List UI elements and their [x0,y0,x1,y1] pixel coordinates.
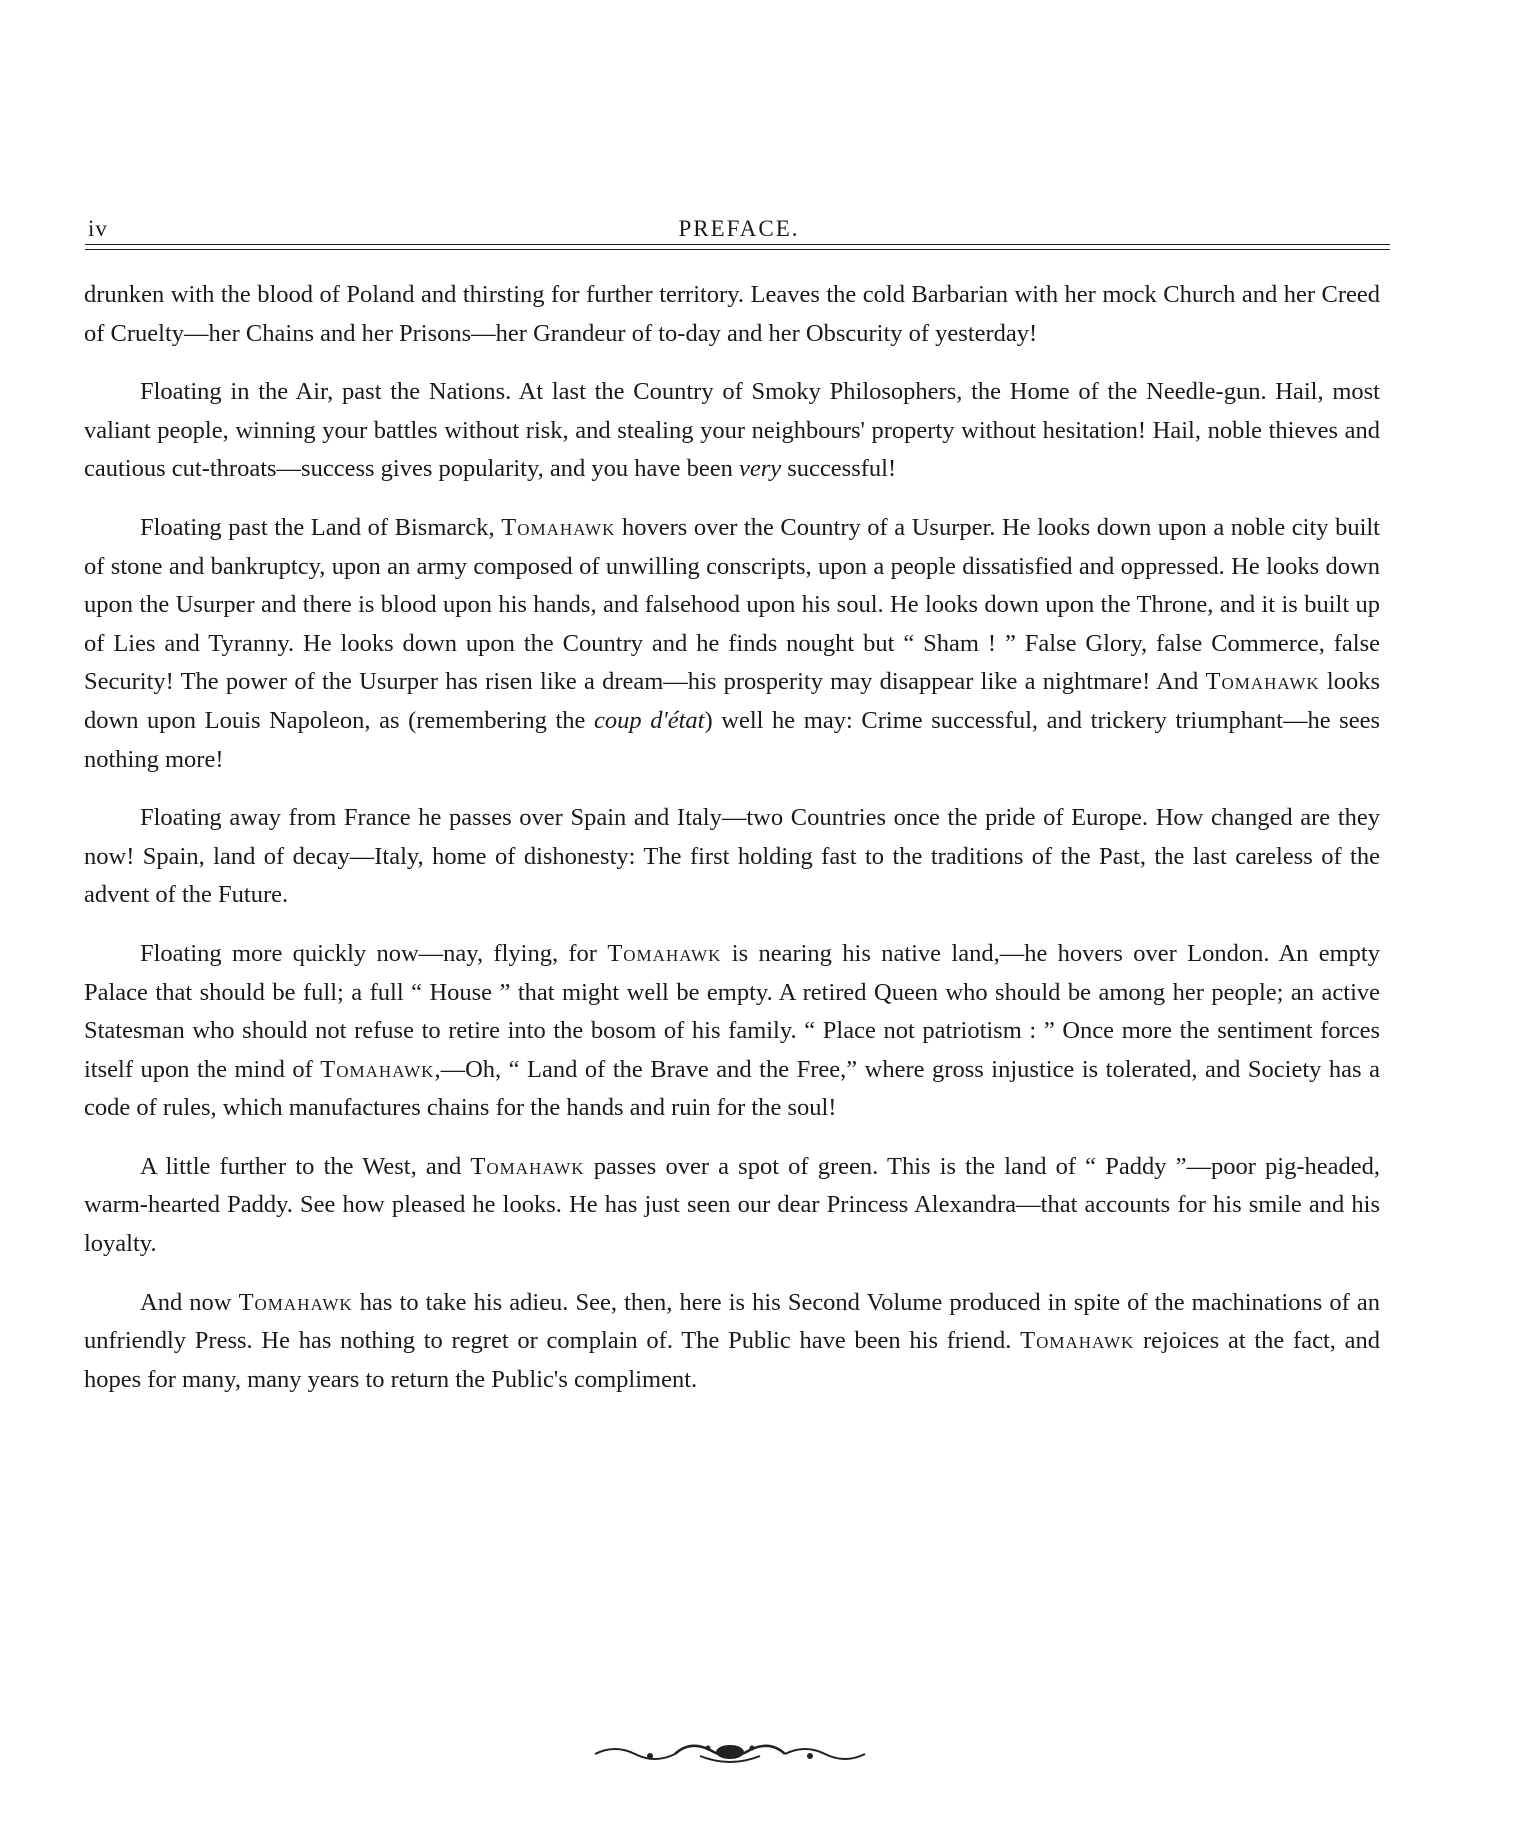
paragraph-7 [84,1284,1380,1400]
paragraph-3 [84,509,1380,779]
running-title: PREFACE. [678,216,800,241]
paragraph-5-text-2: is nearing his native land,—he hovers over London. An empty Palace that should be full; a full “ House ” that might well be empty. A retired Queen who should be among her people; an active Statesman who should not refuse to retire into the bosom of his family. “ Place not patriotism : ” Once more the sentiment forces itself upon the mind of [84,939,1380,1083]
paragraph-3-text: Floating past the Land of Bismarck, [140,513,502,541]
paragraph-6-text: A little further to the West, and [140,1152,471,1180]
page-number: iv [88,216,108,241]
preface-body [84,276,1380,1419]
header-rule-bottom [85,249,1390,250]
tomahawk-name: Tomahawk [1020,1327,1135,1355]
tomahawk-name: Tomahawk [238,1288,353,1316]
paragraph-6 [84,1148,1380,1264]
tomahawk-name: Tomahawk [320,1055,435,1083]
tomahawk-name: Tomahawk [1205,668,1320,696]
paragraph-5-text-end: ,—Oh, “ Land of the Brave and the Free,” where gross injustice is tolerated, and Society has a code of rules, which manufactures chains for the hands and ruin for the soul! [84,1055,1380,1122]
paragraph-3-text-2: hovers over the Country of a Usurper. He looks down upon a noble city built of stone and bankruptcy, upon an army composed of unwilling conscripts, upon a people dissatisfied and oppressed. He looks down upon the Usurper and there is blood upon his hands, and falsehood upon his soul. He looks down upon the Throne, and it is built up of Lies and Tyranny. He looks down upon the Country and he finds nought but “ Sham ! ” False Glory, false Commerce, false Security! The power of the Usurper has risen like a dream—his prosperity may disappear like a nightmare! And [84,513,1380,696]
paragraph-2 [84,373,1380,489]
tomahawk-name: Tomahawk [470,1152,585,1180]
paragraph-7-text-end: rejoices at the fact, and hopes for many, many years to return the Public's compliment. [84,1327,1380,1393]
emphasis-coup-detat: coup d'état [594,706,705,734]
paragraph-1 [84,276,1380,353]
paragraph-5-text: Floating more quickly now—nay, flying, for [140,939,608,967]
paragraph-4-text: Floating away from France he passes over Spain and Italy—two Countries once the pride of Europe. How changed are they now! Spain, land of decay—Italy, home of dishonesty: The first holding fast to the traditions of the Past, the last careless of the advent of the Future. [84,804,1380,909]
paragraph-2-text: Floating in the Air, past the Nations. At last the Country of Smoky Philosophers, the Home of the Needle-gun. Hail, most valiant people, winning your battles without risk, and stealing your neighbours' property without hesitation! Hail, noble thieves and cautious cut-throats—success gives popularity, and you have been [84,378,1380,483]
paragraph-7-text-2: has to take his adieu. See, then, here is his Second Volume produced in spite of the machinations of an unfriendly Press. He has nothing to regret or complain of. The Public have been his friend. [84,1288,1381,1355]
paragraph-3-text-3: looks down upon Louis Napoleon, as (remembering the [84,668,1380,734]
paragraph-3-text-end: ) well he may: Crime successful, and trickery triumphant—he sees nothing more! [84,706,1380,773]
tomahawk-name: Tomahawk [501,513,616,541]
tailpiece-ornament-icon [590,1738,870,1768]
paragraph-7-text: And now [140,1288,239,1316]
paragraph-4 [84,799,1380,915]
paragraph-5 [84,935,1380,1128]
header-rule-top [85,244,1390,245]
paragraph-2-text-end: successful! [781,455,897,483]
tomahawk-name: Tomahawk [607,939,722,967]
paragraph-1-text: drunken with the blood of Poland and thirsting for further territory. Leaves the cold Barbarian with her mock Church and her Creed of Cruelty—her Chains and her Prisons—her Grandeur of to-day and her Obscurity of yesterday! [84,281,1380,347]
paragraph-6-text-end: passes over a spot of green. This is the land of “ Paddy ”—poor pig-headed, warm-hearted Paddy. See how pleased he looks. He has just seen our dear Princess Alexandra—that accounts for his smile and his loyalty. [84,1152,1380,1258]
emphasis-very: very [738,455,782,483]
